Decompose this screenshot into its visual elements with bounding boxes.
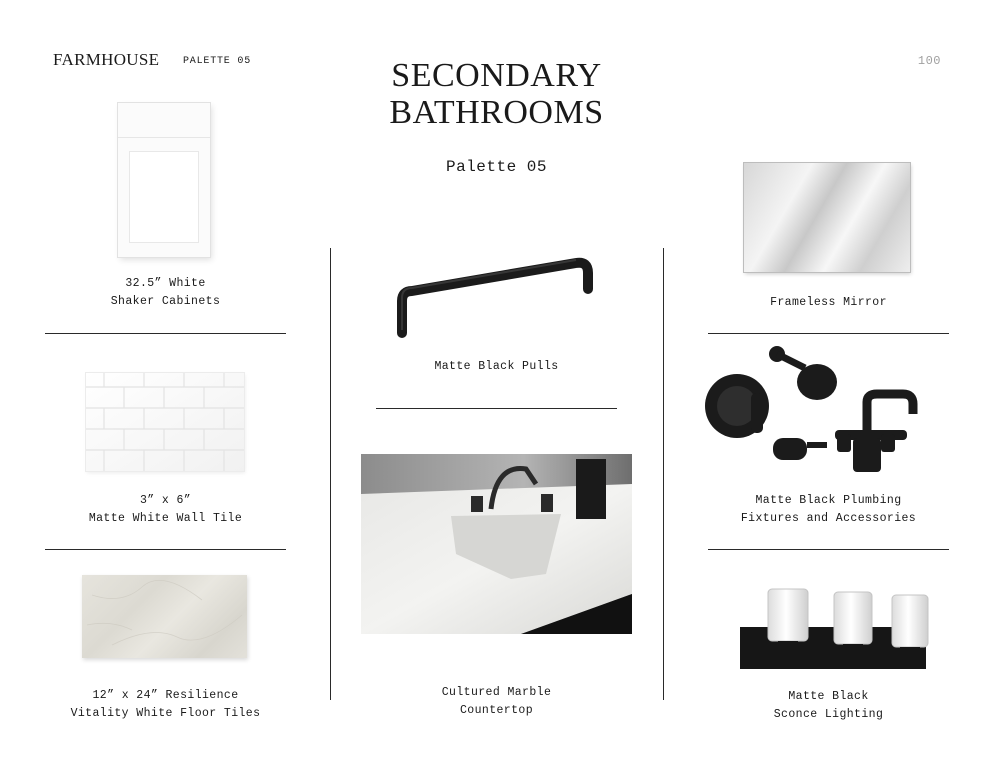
column-divider-right (663, 248, 664, 700)
cabinets-caption-line2: Shaker Cabinets (110, 295, 221, 308)
plumbing-caption (708, 492, 949, 528)
mirror-caption (708, 294, 949, 312)
row-divider-center (376, 408, 617, 409)
pulls-caption-line1: Matte Black Pulls (434, 360, 559, 373)
row-divider-left-1 (45, 333, 286, 334)
floor-tile-caption-line1: 12” x 24” Resilience (92, 689, 239, 702)
brand-name: FARMHOUSE (53, 50, 160, 69)
cabinet-door-icon (118, 103, 210, 257)
countertop-caption-line1: Cultured Marble (441, 686, 552, 699)
page-title-line1: SECONDARY (391, 57, 602, 94)
palette-tag: PALETTE 05 (183, 56, 252, 67)
pulls-caption (376, 358, 617, 376)
plumbing-caption-line2: Fixtures and Accessories (740, 512, 917, 525)
sconce-caption (708, 688, 949, 724)
floor-tile-icon (82, 575, 247, 658)
drawer-pull-icon (396, 255, 596, 340)
sconce-caption-line2: Sconce Lighting (773, 708, 884, 721)
floor-tile-caption-line2: Vitality White Floor Tiles (70, 707, 261, 720)
row-divider-right-2 (708, 549, 949, 550)
plumbing-caption-line1: Matte Black Plumbing (755, 494, 902, 507)
wall-tile-caption-line2: Matte White Wall Tile (88, 512, 243, 525)
row-divider-left-2 (45, 549, 286, 550)
column-divider-left (330, 248, 331, 700)
row-divider-right-1 (708, 333, 949, 334)
vanity-countertop-icon (361, 454, 632, 634)
floor-tile-caption (45, 687, 286, 723)
cabinets-caption-line1: 32.5” White (125, 277, 206, 290)
sconce-light-icon (738, 587, 930, 672)
subway-tile-icon (86, 373, 244, 471)
countertop-caption-line2: Countertop (459, 704, 533, 717)
cabinets-caption (45, 275, 286, 311)
wall-tile-caption-line1: 3” x 6” (139, 494, 192, 507)
sconce-caption-line1: Matte Black (788, 690, 869, 703)
page-number: 100 (917, 54, 941, 68)
countertop-caption (376, 684, 617, 720)
plumbing-fixtures-icon (705, 338, 925, 480)
mirror-caption-line1: Frameless Mirror (770, 296, 887, 309)
wall-tile-caption (45, 492, 286, 528)
page-title-line2: BATHROOMS (389, 94, 604, 131)
page-subtitle: Palette 05 (445, 158, 547, 176)
mirror-icon (744, 163, 910, 272)
